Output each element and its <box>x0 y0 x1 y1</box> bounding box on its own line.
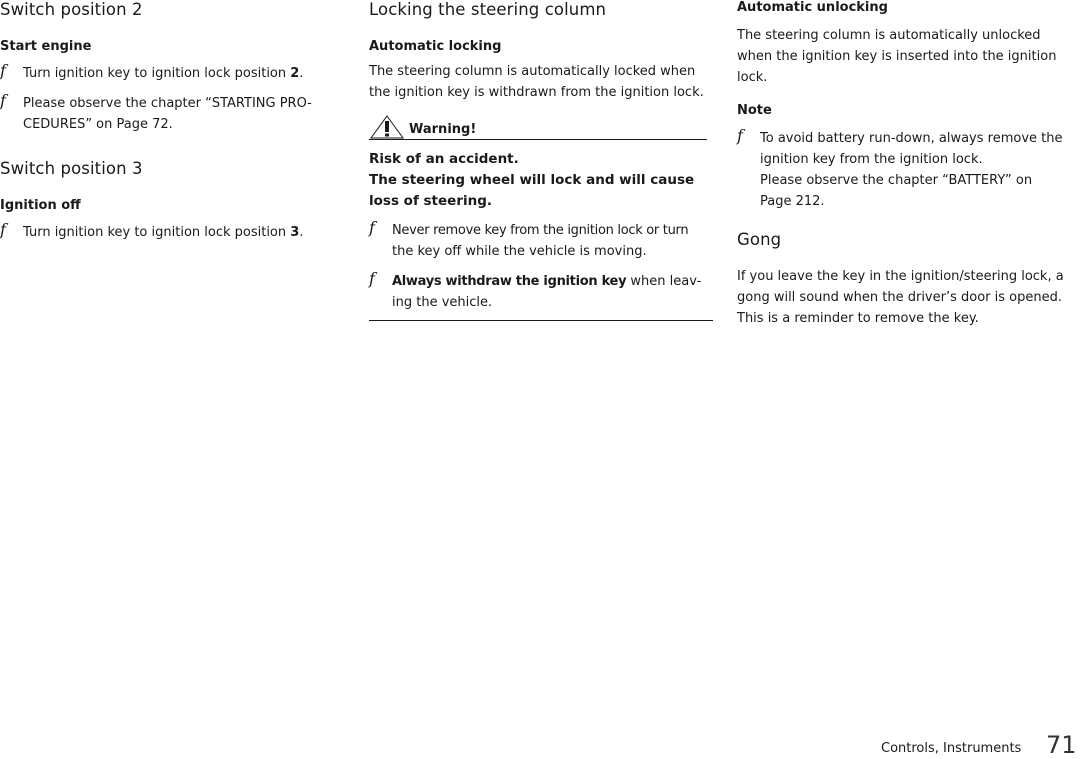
text: Turn ignition key to ignition lock position <box>23 66 291 81</box>
bullet-glyph: f <box>369 269 375 288</box>
text-line: the ignition key is withdrawn from the ignition lock. <box>369 85 704 100</box>
text-line: This is a reminder to remove the key. <box>737 311 979 326</box>
bullet-glyph: f <box>737 126 743 145</box>
paragraph <box>737 25 1080 88</box>
subheading-note: Note <box>737 103 772 118</box>
text-line: Please observe the chapter “BATTERY” on <box>760 173 1033 188</box>
text-line: ing the vehicle. <box>392 295 493 310</box>
heading-switch-position-3: Switch position 3 <box>0 159 143 178</box>
text: when leav- <box>626 274 702 289</box>
text-line: To avoid battery run-down, always remove the <box>760 131 1063 146</box>
text: . <box>299 225 304 240</box>
bullet-glyph: f <box>0 220 6 239</box>
list-item <box>737 128 1080 212</box>
warning-header <box>369 115 707 140</box>
paragraph <box>737 266 1080 329</box>
text-line: the key off while the vehicle is moving. <box>392 244 647 259</box>
subheading-automatic-locking: Automatic locking <box>369 39 502 54</box>
heading-locking-steering-column: Locking the steering column <box>369 0 607 19</box>
subheading-ignition-off: Ignition off <box>0 198 81 213</box>
column-middle <box>369 0 713 321</box>
text-line: The steering column is automatically locked when <box>369 64 696 79</box>
column-left <box>0 0 338 243</box>
subheading-start-engine: Start engine <box>0 39 92 54</box>
text-line: Risk of an accident. <box>369 151 519 167</box>
position-number: 3 <box>290 225 300 240</box>
bullet-glyph: f <box>0 61 6 80</box>
list-item <box>369 220 713 262</box>
heading-switch-position-2: Switch position 2 <box>0 0 143 19</box>
text-line: ignition key from the ignition lock. <box>760 152 983 167</box>
list-item <box>0 93 338 135</box>
text-line: The steering wheel will lock and will cause <box>369 172 695 188</box>
text-line: when the ignition key is inserted into the ignition <box>737 49 1057 64</box>
list-item <box>369 271 713 313</box>
warning-label: Warning! <box>409 122 477 137</box>
bullet-glyph: f <box>0 91 6 110</box>
paragraph <box>369 61 713 103</box>
text-line: CEDURES” on Page 72. <box>23 117 173 132</box>
position-number: 2 <box>290 66 300 81</box>
text-line: If you leave the key in the ignition/steering lock, a <box>737 269 1064 284</box>
text: . <box>299 66 304 81</box>
text-line <box>392 271 713 292</box>
list-item <box>0 63 338 84</box>
bullet-glyph: f <box>369 218 375 237</box>
warning-title <box>369 149 713 212</box>
text-line: gong will sound when the driver’s door is opened. <box>737 290 1062 305</box>
text-line: Page 212. <box>760 194 825 209</box>
column-right <box>737 0 1080 329</box>
list-item <box>0 222 338 243</box>
subheading-automatic-unlocking: Automatic unlocking <box>737 0 888 15</box>
text-line: The steering column is automatically unlocked <box>737 28 1041 43</box>
text-line: Never remove key from the ignition lock or turn <box>392 223 689 238</box>
emphasis: Always withdraw the ignition key <box>392 274 627 289</box>
text: Turn ignition key to ignition lock position <box>23 225 291 240</box>
text-line: lock. <box>737 70 768 85</box>
text-line: loss of steering. <box>369 193 493 209</box>
footer-section-label: Controls, Instruments <box>881 741 1022 756</box>
page-number: 71 <box>1046 731 1077 759</box>
warning-triangle-icon <box>369 115 405 139</box>
text-line: Please observe the chapter “STARTING PRO- <box>23 96 312 111</box>
heading-gong: Gong <box>737 230 782 249</box>
warning-divider <box>369 313 713 321</box>
